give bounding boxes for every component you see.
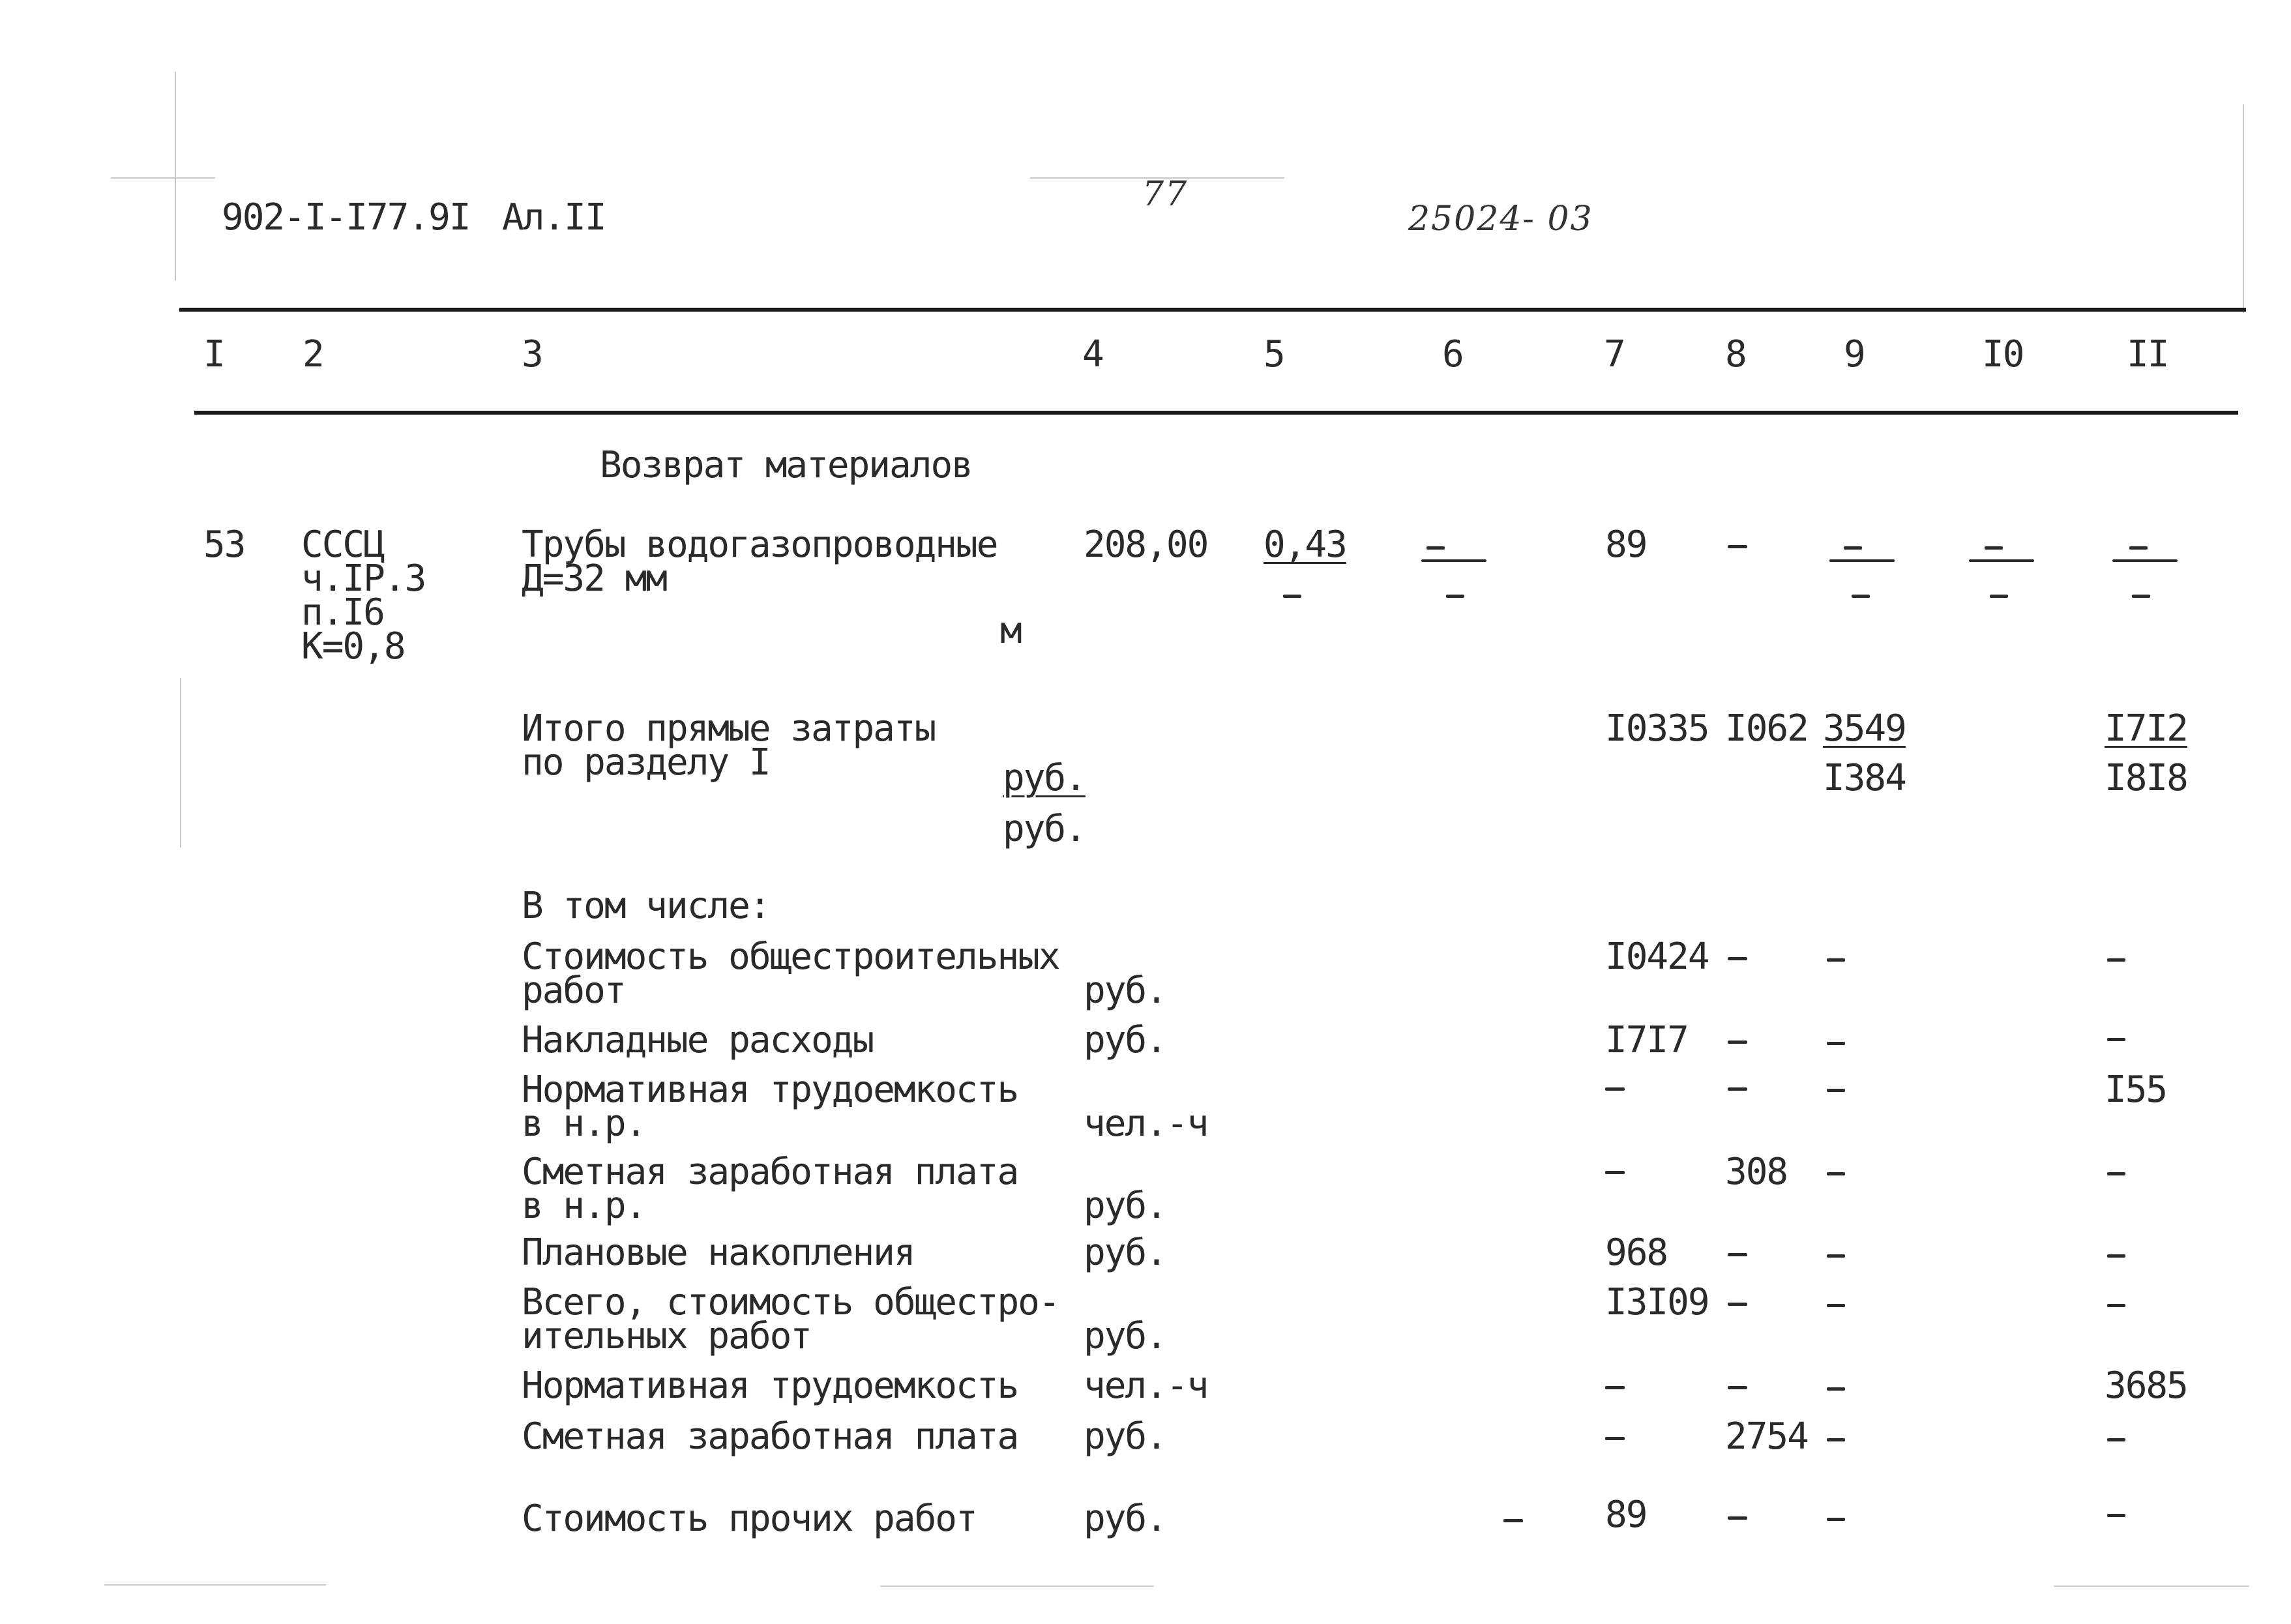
table-header-rule [194,411,2238,415]
price-reference-line: К=0,8 [301,625,405,668]
row-label-line: Сметная заработная плата [522,1415,1018,1458]
row-label-line: Накладные расходы [522,1019,874,1061]
empty-value-dash [1728,957,1747,960]
column-header-2: 2 [303,333,323,376]
empty-value-dash [2107,1038,2125,1041]
crop-mark-right [2243,104,2244,313]
empty-value-dash [1827,1387,1845,1391]
item-number: 53 [203,524,245,566]
row-label-line: в н.р. [522,1102,646,1145]
total-col11-denominator: I8I8 [2105,757,2187,799]
empty-value-dash [1446,595,1464,598]
item-name-line: Трубы водогазопроводные [522,524,998,566]
row-unit: руб. [1084,1185,1166,1227]
archive-stamp-number: 25024- 03 [1408,199,1593,239]
total-label-line: Итого прямые затраты [522,707,936,750]
row-label-line: Сметная заработная плата [522,1151,1018,1193]
empty-value-dash [1844,546,1862,550]
row-label-line: Плановые накопления [522,1232,915,1274]
row-label-line: Стоимость прочих работ [522,1498,977,1540]
row-label-line: в н.р. [522,1185,646,1227]
row-unit: руб. [1084,1415,1166,1458]
total-col11-numerator: I7I2 [2105,707,2187,750]
item-unit-price: 0,43 [1264,524,1346,566]
total-label-line: по разделу I [522,741,770,784]
empty-value-dash [1426,546,1445,550]
row-unit: руб. [1084,969,1166,1012]
row-label-line: Стоимость общестроительных [522,936,1059,978]
empty-value-dash [1605,1437,1625,1440]
crop-mark-left-lower [180,678,181,848]
table-top-rule [179,308,2246,312]
crop-mark-left [175,72,176,280]
empty-value-dash [2107,1304,2125,1307]
total-col7-value: I0335 [1605,707,1709,750]
empty-value-dash [1827,1089,1845,1092]
empty-value-dash [1728,1087,1747,1091]
empty-value-dash [1827,1042,1845,1045]
column-header-7: 7 [1604,333,1625,376]
total-col9-denominator: I384 [1823,757,1906,799]
empty-value-dash [2107,1172,2125,1175]
row-col11-value: I55 [2105,1069,2167,1111]
column-header-6: 6 [1442,333,1463,376]
row-unit: руб. [1084,1315,1166,1357]
fraction-line [1829,559,1895,562]
empty-value-dash [1728,1386,1747,1389]
fraction-line [1969,559,2034,562]
including-label: В том числе: [522,885,770,927]
empty-value-dash [1503,1519,1523,1522]
price-reference-line: п.I6 [301,591,384,634]
row-col7-value: I0424 [1605,936,1709,978]
empty-value-dash [2107,958,2125,962]
item-quantity: 208,00 [1084,524,1208,566]
row-label-line: Нормативная трудоемкость [522,1069,1018,1111]
empty-value-dash [1605,1386,1625,1389]
section-title: Возврат материалов [600,444,972,486]
total-unit: руб. [1003,808,1086,850]
crop-mark-bottom-right [2054,1586,2249,1587]
row-unit: чел.-ч [1084,1365,1208,1407]
total-col9-numerator: 3549 [1823,707,1906,750]
empty-value-dash [1827,1438,1845,1441]
row-col8-value: 308 [1725,1151,1788,1193]
row-label-line: работ [522,969,625,1012]
empty-value-dash [1827,958,1845,962]
empty-value-dash [2129,546,2148,550]
row-unit: чел.-ч [1084,1102,1208,1145]
row-label-line: Нормативная трудоемкость [522,1365,1018,1407]
empty-value-dash [1852,595,1870,598]
page-number: 77 [1142,175,1189,214]
row-label-line: ительных работ [522,1315,812,1357]
total-unit: руб. [1003,757,1086,799]
price-reference-line: СССЦ [301,524,384,566]
fraction-line [2112,559,2178,562]
column-header-10: I0 [1982,333,2024,376]
empty-value-dash [1827,1304,1845,1307]
empty-value-dash [1827,1518,1845,1521]
empty-value-dash [1728,545,1747,548]
row-unit: руб. [1084,1498,1166,1540]
row-col8-value: 2754 [1725,1415,1808,1458]
row-col7-value: I7I7 [1605,1019,1688,1061]
column-header-5: 5 [1264,333,1284,376]
empty-value-dash [1990,595,2008,598]
empty-value-dash [1728,1303,1747,1306]
empty-value-dash [1728,1041,1747,1044]
crop-mark-top-left [111,177,215,179]
crop-mark-bottom-mid [880,1586,1154,1587]
document-code: 902-I-I77.9I [222,196,470,239]
row-col7-value: 968 [1605,1232,1668,1274]
row-label-line: Всего, стоимость общестро- [522,1281,1059,1323]
empty-value-dash [2132,595,2150,598]
empty-value-dash [2107,1438,2125,1441]
empty-value-dash [2107,1254,2125,1258]
price-reference-line: ч.IР.3 [301,557,426,600]
empty-value-dash [1827,1172,1845,1175]
empty-value-dash [1985,546,2003,550]
empty-value-dash [1827,1254,1845,1258]
row-unit: руб. [1084,1019,1166,1061]
empty-value-dash [2107,1514,2125,1517]
crop-mark-bottom-left [104,1584,326,1586]
column-header-3: 3 [522,333,542,376]
column-header-8: 8 [1725,333,1746,376]
empty-value-dash [1605,1087,1625,1091]
column-header-4: 4 [1082,333,1103,376]
empty-value-dash [1728,1253,1747,1256]
row-unit: руб. [1084,1232,1166,1274]
column-header-1: I [203,333,224,376]
row-col7-value: 89 [1605,1494,1647,1536]
item-unit: м [1000,610,1021,652]
row-col11-value: 3685 [2105,1365,2187,1407]
total-col8-value: I062 [1725,707,1808,750]
item-col7-value: 89 [1605,524,1647,566]
empty-value-dash [1728,1516,1747,1520]
row-col7-value: I3I09 [1605,1281,1709,1323]
item-name-line: Д=32 мм [522,557,667,600]
empty-value-dash [1605,1171,1625,1174]
column-header-9: 9 [1844,333,1865,376]
column-header-11: II [2127,333,2168,376]
fraction-line [1421,559,1486,562]
empty-value-dash [1283,595,1301,598]
album-number: Ал.II [502,196,606,239]
